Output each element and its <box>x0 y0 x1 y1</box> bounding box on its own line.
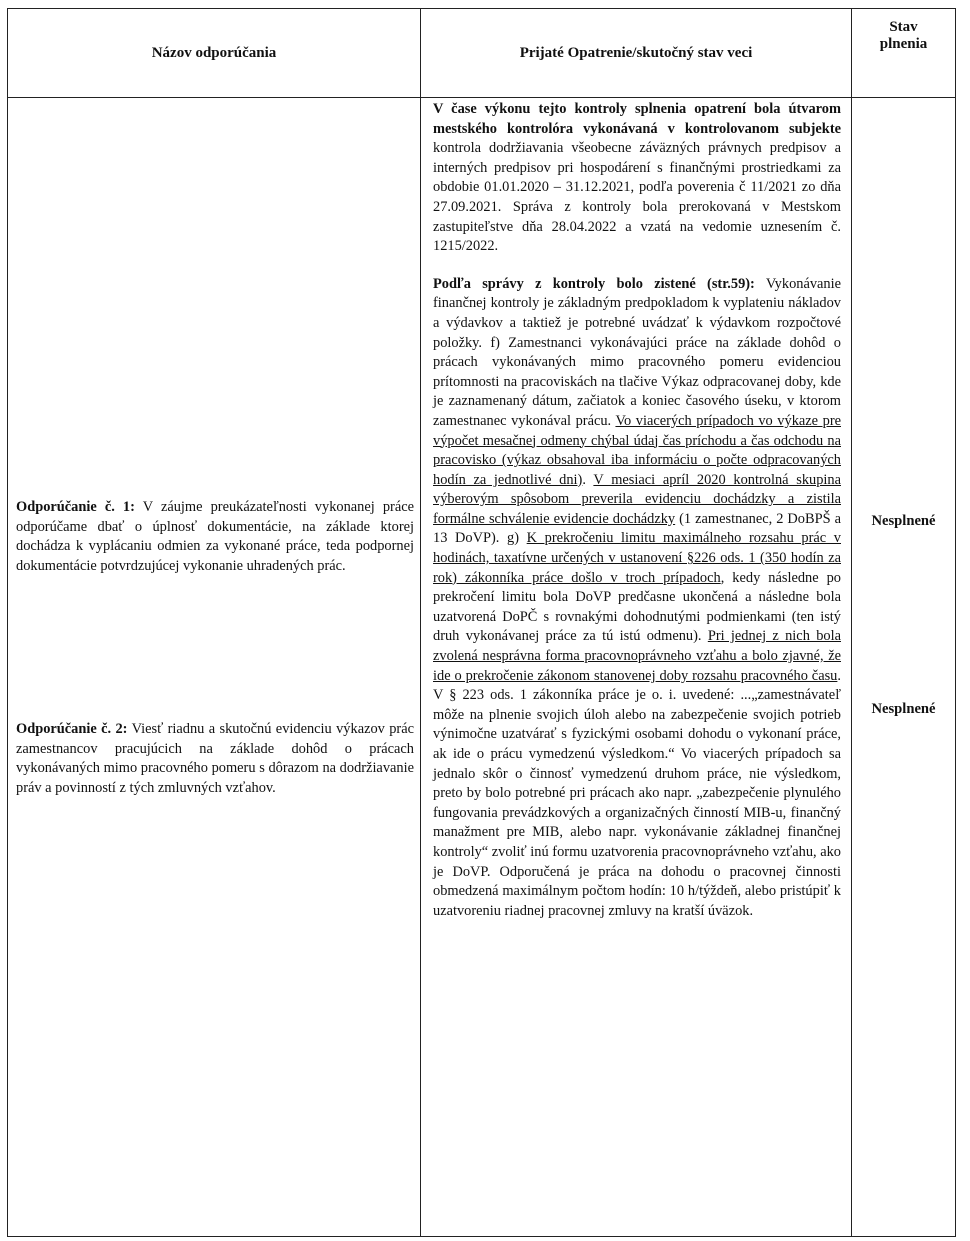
recommendation-2-text: Viesť riadnu a skutočnú evidenciu výkazov prác zamestnancov pracujúcich na základe dohôd o prácach vykonávaných mimo pracovného pomeru s dôrazom na dodržiavanie práv a povinností z tých zmluvných vzťahov. <box>16 721 414 796</box>
measure-p2-e: . V § 223 ods. 1 zákonníka práce je o. i. uvedené: ...„zamestnávateľ môže na plnenie svojich úloh alebo na zabezpečenie svojich potrieb výnimočne uzatvárať s fyzickými osobami dohodu o vykonaní práce, ak ide o prácu vymedzenú výsledkom.“ Vo viacerých prípadoch sa jednalo skôr o činnosť vymedzenú druhom práce, nie výsledkom, preto by bolo potrebné pri prácach ako napr. „zabezpečenie plynulého fungovania prevádzkových a organizačných činností MIB-u, finančný manažment pre MIB, alebo napr. vykonávanie základnej finančnej kontroly“ zvoliť inú formu uzatvorenia pracovnoprávneho vzťahu, ako je DoVP. Odporučená je práca na dohodu o pracovnej činnosti obmedzená maximálnym počtom hodín: 10 h/týždeň, alebo pristúpiť k uzatvoreniu riadnej pracovnej zmluvy na kratší úväzok. <box>433 667 841 919</box>
header-row <box>8 9 956 98</box>
header-status <box>852 9 956 98</box>
header-status-text: Stav plnenia <box>879 19 928 52</box>
measure-paragraph-2 <box>433 275 841 922</box>
header-measure: Prijaté Opatrenie/skutočný stav veci <box>421 9 852 98</box>
measure-p2-underline-3: K prekročeniu limitu maximálneho rozsahu prác v hodinách, taxatívne určených v ustanovení §226 ods. 1 (350 hodín za rok) zákonníka práce došlo v troch prípadoch <box>433 530 841 586</box>
status-badge-1: Nesplnené <box>871 513 936 529</box>
measure-p2-c: (1 zamestnanec, 2 DoBPŠ a 13 DoVP). g) <box>433 510 841 547</box>
recommendation-2 <box>16 720 414 798</box>
measures-cell <box>421 98 852 1237</box>
measure-paragraph-1 <box>433 100 841 257</box>
recommendations-cell <box>8 98 421 1237</box>
recommendation-1-label: Odporúčanie č. 1: <box>16 499 135 515</box>
measure-p2-underline-1: Vo viacerých prípadoch vo výkaze pre výpočet mesačnej odmeny chýbal údaj čas príchodu a čas odchodu na pracovisko (výkaz obsahoval iba informáciu o počte odpracovaných hodín za jednotlivé dni) <box>433 412 841 488</box>
measure-p2-bold: Podľa správy z kontroly bolo zistené (str.59): <box>433 275 755 292</box>
measure-p2-a: Vykonávanie finančnej kontroly je základným predpokladom k vyplateniu nákladov a výdavkov a taktiež je potrebné uvádzať k výdavkom rozpočtové položky. f) Zamestnanci vykonávajúci práce na základe dohôd o prácach vykonávaných mimo pracovného pomeru evidenciou prítomnosti na pracoviskách na tlačive Výkaz odpracovanej doby, kde je zaznamenaný dátum, začiatok a koniec časového úseku, v ktorom zamestnanec vykonával prácu. <box>433 275 842 429</box>
header-recommendation-name: Názov odporúčania <box>8 9 421 98</box>
recommendation-1-text: V záujme preukázateľnosti vykonanej práce odporúčame dbať o úplnosť dokumentácie, na základe ktorej dochádza k vyplácaniu odmien za vykonané práce, teda podpornej dokumentácie potvrdzujúcej vykonanie uhradených prác. <box>16 499 414 574</box>
recommendation-table <box>7 8 956 1237</box>
recommendation-2-label: Odporúčanie č. 2: <box>16 721 128 737</box>
status-cell <box>852 98 956 1237</box>
measure-p2-underline-2: V mesiaci apríl 2020 kontrolná skupina výberovým spôsobom preverila evidenciu dochádzky a zistila formálne schválenie evidencie dochádzky <box>433 471 841 527</box>
measure-p1-bold: V čase výkonu tejto kontroly splnenia opatrení bola útvarom mestského kontrolóra vykonávaná v kontrolovanom subjekte <box>433 101 841 137</box>
measure-p1-text: kontrola dodržiavania všeobecne záväzných právnych predpisov a interných predpisov pri hospodárení s finančnými prostriedkami za obdobie 01.01.2020 – 31.12.2021, podľa poverenia č 11/2021 zo dňa 27.09.2021. Správa z kontroly bola prerokovaná v Mestskom zastupiteľstve dňa 28.04.2022 a vzatá na vedomie uznesením č. 1215/2022. <box>433 140 841 255</box>
status-badge-2: Nesplnené <box>871 701 936 717</box>
measure-p2-underline-4: Pri jednej z nich bola zvolená nesprávna forma pracovnoprávneho vzťahu a bolo zjavné, že ide o prekročenie zákonom stanovenej doby rozsahu pracovného času <box>433 628 841 684</box>
measure-p2-b: . <box>582 471 594 488</box>
measure-p2-d: , kedy následne po prekročení limitu bola DoVP predčasne ukončená a následne bola uzatvorená DoPČ s rovnakými dohodnutými podmienkami (ten istý druh vykonávanej práce za tú istú odmenu). <box>433 569 841 645</box>
table-row <box>8 98 956 1237</box>
recommendation-1 <box>16 498 414 576</box>
